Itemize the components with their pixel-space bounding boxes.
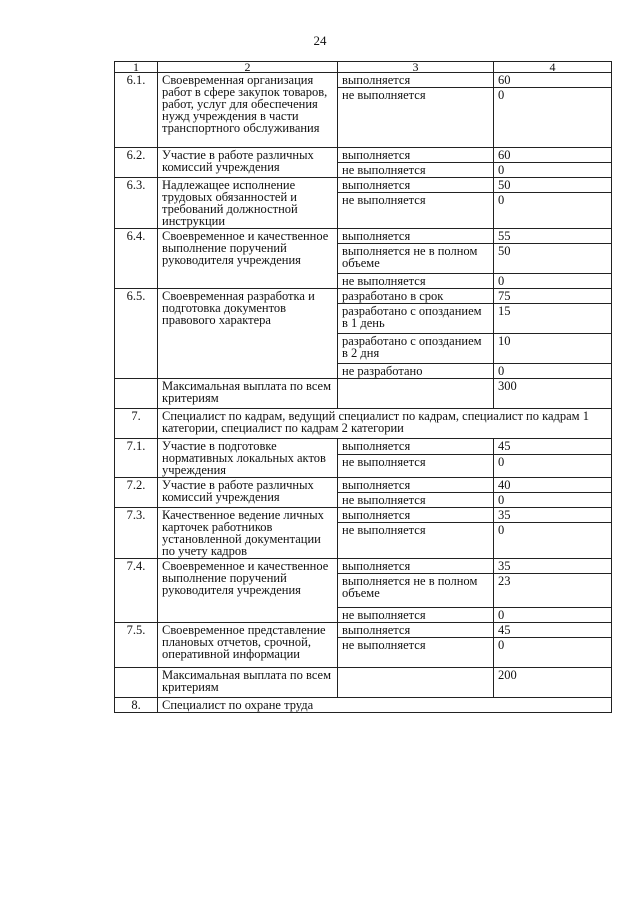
option-label: не выполняется <box>338 608 494 623</box>
criteria-table <box>114 61 612 713</box>
option-label: не выполняется <box>338 193 494 229</box>
criterion-number: 6.4. <box>115 229 158 289</box>
option-label: не выполняется <box>338 88 494 148</box>
table-row <box>115 478 612 493</box>
criterion-text: Надлежащее исполнение трудовых обязанностей и требований должностной инструкции <box>158 178 338 229</box>
empty-cell <box>115 379 158 409</box>
option-label: не выполняется <box>338 523 494 559</box>
table-row <box>115 623 612 638</box>
option-label: выполняется <box>338 229 494 244</box>
option-points: 50 <box>494 244 612 274</box>
criterion-text: Качественное ведение личных карточек работников установленной документации по учету кадров <box>158 508 338 559</box>
total-label: Максимальная выплата по всем критериям <box>158 379 338 409</box>
option-points: 35 <box>494 508 612 523</box>
criterion-text: Своевременное представление плановых отчетов, срочной, оперативной информации <box>158 623 338 668</box>
option-points: 75 <box>494 289 612 304</box>
criterion-number: 6.3. <box>115 178 158 229</box>
table-row <box>115 178 612 193</box>
option-label: не выполняется <box>338 454 494 477</box>
option-label: разработано с опозданием в 1 день <box>338 304 494 334</box>
criterion-number: 7.1. <box>115 439 158 478</box>
option-label: выполняется не в полном объеме <box>338 574 494 608</box>
table-row <box>115 229 612 244</box>
option-label: выполняется <box>338 439 494 455</box>
criterion-text: Своевременное и качественное выполнение поручений руководителя учреждения <box>158 229 338 289</box>
criterion-number: 6.5. <box>115 289 158 379</box>
option-points: 0 <box>494 454 612 477</box>
total-points: 200 <box>494 668 612 698</box>
option-label: не выполняется <box>338 638 494 668</box>
option-points: 40 <box>494 478 612 493</box>
section-row <box>115 698 612 713</box>
option-label: выполняется <box>338 178 494 193</box>
option-label: выполняется <box>338 508 494 523</box>
criterion-number: 7.4. <box>115 559 158 623</box>
option-label: выполняется не в полном объеме <box>338 244 494 274</box>
option-label: не разработано <box>338 364 494 379</box>
option-points: 45 <box>494 439 612 455</box>
table-row <box>115 148 612 163</box>
column-header: 1 <box>115 62 158 73</box>
option-points: 55 <box>494 229 612 244</box>
section-title: Специалист по кадрам, ведущий специалист по кадрам, специалист по кадрам 1 категории, специалист по кадрам 2 категории <box>158 409 612 439</box>
column-header: 3 <box>338 62 494 73</box>
criterion-number: 6.2. <box>115 148 158 178</box>
criterion-text: Участие в работе различных комиссий учреждения <box>158 478 338 508</box>
table-row <box>115 559 612 574</box>
option-label: выполняется <box>338 73 494 88</box>
table-header-row <box>115 62 612 73</box>
criterion-number: 7.3. <box>115 508 158 559</box>
criterion-text: Своевременное и качественное выполнение поручений руководителя учреждения <box>158 559 338 623</box>
criterion-number: 6.1. <box>115 73 158 148</box>
option-label: не выполняется <box>338 493 494 508</box>
option-points: 60 <box>494 73 612 88</box>
option-label: разработано в срок <box>338 289 494 304</box>
criterion-text: Участие в работе различных комиссий учреждения <box>158 148 338 178</box>
total-label: Максимальная выплата по всем критериям <box>158 668 338 698</box>
section-number: 7. <box>115 409 158 439</box>
criterion-text: Своевременная разработка и подготовка документов правового характера <box>158 289 338 379</box>
criterion-number: 7.2. <box>115 478 158 508</box>
option-points: 10 <box>494 334 612 364</box>
option-points: 45 <box>494 623 612 638</box>
option-label: не выполняется <box>338 274 494 289</box>
table-row <box>115 289 612 304</box>
total-points: 300 <box>494 379 612 409</box>
table-row <box>115 508 612 523</box>
option-label: выполняется <box>338 478 494 493</box>
option-points: 15 <box>494 304 612 334</box>
option-label: не выполняется <box>338 163 494 178</box>
option-points: 0 <box>494 608 612 623</box>
option-points: 0 <box>494 493 612 508</box>
empty-cell <box>338 668 494 698</box>
option-label: выполняется <box>338 559 494 574</box>
option-points: 0 <box>494 638 612 668</box>
option-points: 0 <box>494 364 612 379</box>
option-points: 0 <box>494 193 612 229</box>
column-header: 2 <box>158 62 338 73</box>
column-header: 4 <box>494 62 612 73</box>
section-row <box>115 409 612 439</box>
empty-cell <box>338 379 494 409</box>
section-number: 8. <box>115 698 158 713</box>
criterion-number: 7.5. <box>115 623 158 668</box>
criterion-text: Участие в подготовке нормативных локальных актов учреждения <box>158 439 338 478</box>
option-label: разработано с опозданием в 2 дня <box>338 334 494 364</box>
option-points: 23 <box>494 574 612 608</box>
table-row <box>115 439 612 455</box>
option-points: 0 <box>494 163 612 178</box>
option-points: 0 <box>494 88 612 148</box>
criterion-text: Своевременная организация работ в сфере закупок товаров, работ, услуг для обеспечения нужд учреждения в части транспортного обслуживания <box>158 73 338 148</box>
page-number: 24 <box>313 33 327 48</box>
option-points: 0 <box>494 523 612 559</box>
option-points: 0 <box>494 274 612 289</box>
option-label: выполняется <box>338 623 494 638</box>
option-points: 50 <box>494 178 612 193</box>
total-row <box>115 379 612 409</box>
total-row <box>115 668 612 698</box>
option-points: 60 <box>494 148 612 163</box>
section-title: Специалист по охране труда <box>158 698 612 713</box>
option-points: 35 <box>494 559 612 574</box>
option-label: выполняется <box>338 148 494 163</box>
empty-cell <box>115 668 158 698</box>
table-row <box>115 73 612 88</box>
